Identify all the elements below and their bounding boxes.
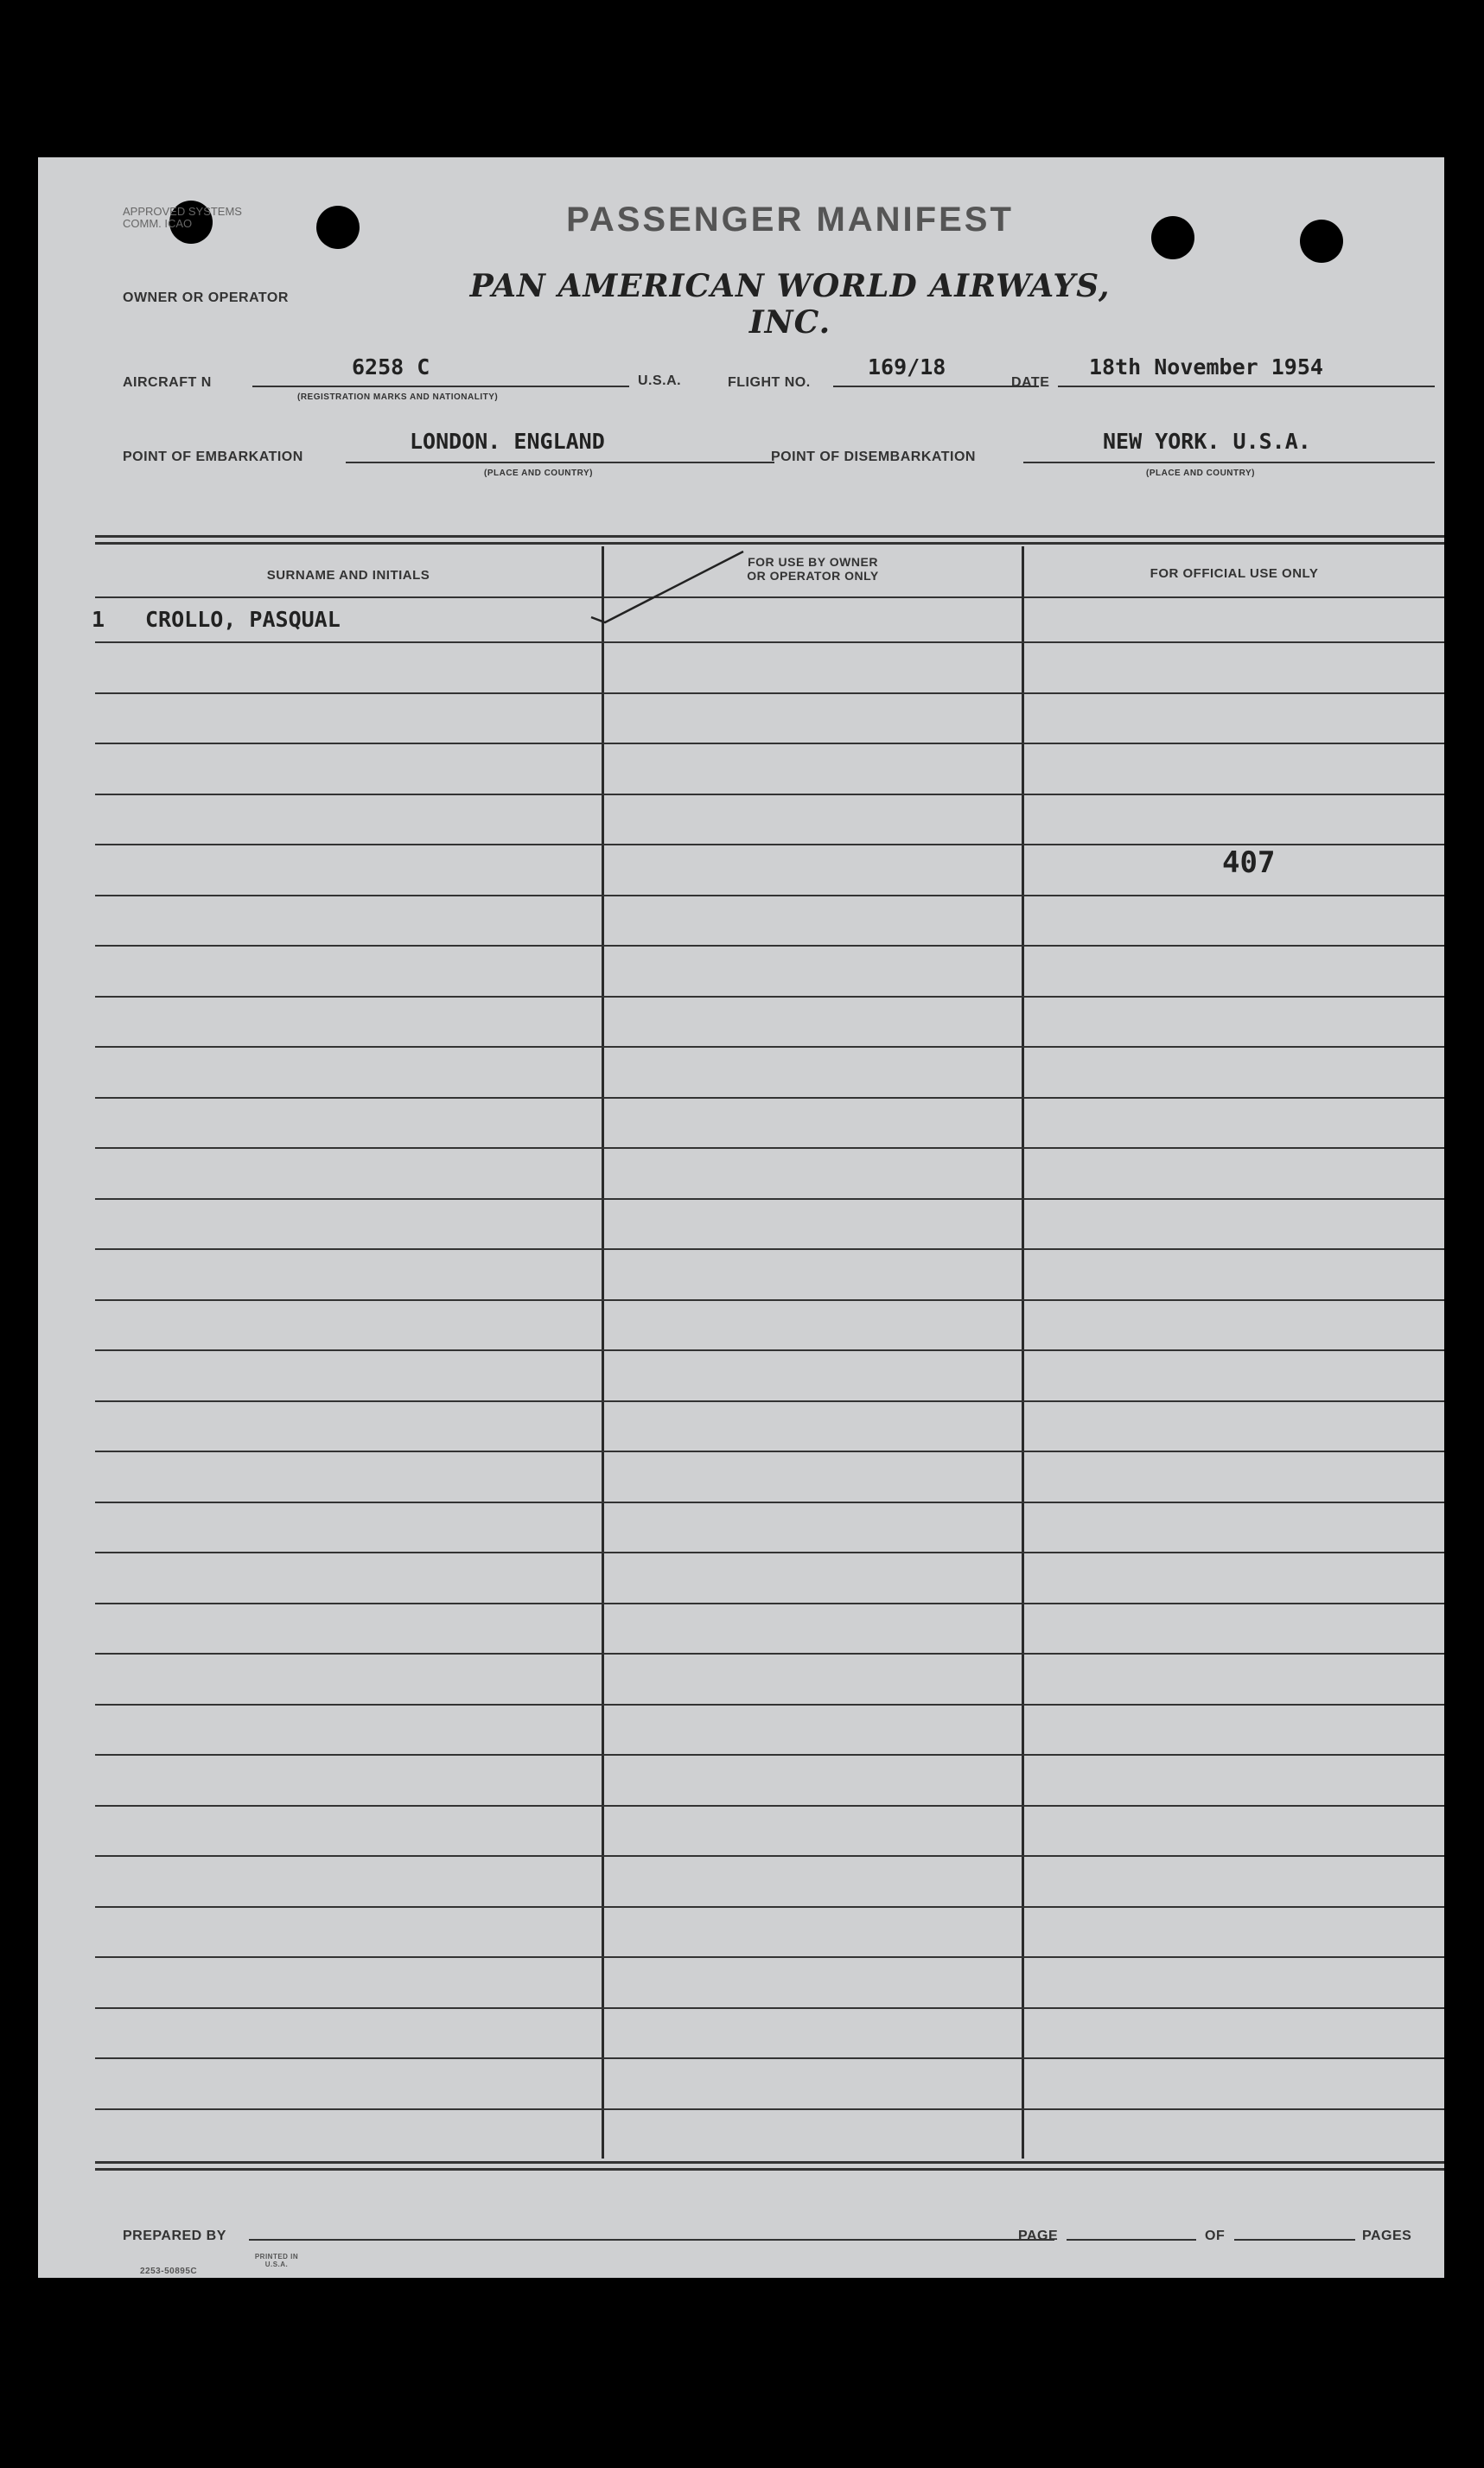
row-rule xyxy=(95,1248,1444,1250)
row-rule xyxy=(95,794,1444,795)
aircraft-label: AIRCRAFT N xyxy=(123,375,212,390)
column-divider xyxy=(602,546,604,2159)
row-number: 1 xyxy=(92,607,105,632)
disembarkation-label: POINT OF DISEMBARKATION xyxy=(771,450,976,464)
check-mark-icon xyxy=(588,548,761,626)
row-rule xyxy=(95,641,1444,643)
aircraft-value: 6258 C xyxy=(352,354,430,379)
row-rule xyxy=(95,1097,1444,1099)
punch-hole xyxy=(1300,220,1343,263)
header-rule xyxy=(95,596,602,598)
punch-hole xyxy=(316,206,360,249)
column-header-surname: SURNAME AND INITIALS xyxy=(266,568,430,583)
row-rule xyxy=(95,1400,1444,1402)
row-rule xyxy=(95,1552,1444,1553)
row-rule xyxy=(95,1704,1444,1706)
of-label: OF xyxy=(1205,2229,1226,2243)
disembarkation-value: NEW YORK. U.S.A. xyxy=(1103,429,1311,454)
prepared-by-label: PREPARED BY xyxy=(123,2229,226,2243)
row-rule xyxy=(95,1805,1444,1807)
row-rule xyxy=(95,692,1444,694)
row-rule xyxy=(95,1451,1444,1452)
usa-label: U.S.A. xyxy=(638,373,682,388)
row-rule xyxy=(95,1046,1444,1048)
row-rule xyxy=(95,2108,1444,2110)
row-rule xyxy=(95,1956,1444,1958)
printed-label: PRINTED IN U.S.A. xyxy=(254,2253,299,2268)
embarkation-label: POINT OF EMBARKATION xyxy=(123,450,303,464)
row-rule xyxy=(95,1603,1444,1604)
official-number: 407 xyxy=(1222,845,1276,880)
date-label: DATE xyxy=(1011,375,1050,390)
embarkation-value: LONDON. ENGLAND xyxy=(410,429,605,454)
punch-hole xyxy=(1151,216,1194,259)
row-rule xyxy=(95,1147,1444,1149)
embarkation-sublabel: (PLACE AND COUNTRY) xyxy=(484,469,593,478)
row-rule xyxy=(95,1198,1444,1200)
approval-stamp: APPROVED SYSTEMS COMM. ICAO xyxy=(123,205,242,230)
row-rule xyxy=(95,1502,1444,1503)
aircraft-sublabel: (REGISTRATION MARKS AND NATIONALITY) xyxy=(297,392,499,402)
row-rule xyxy=(95,996,1444,998)
row-rule xyxy=(95,895,1444,896)
flight-value: 169/18 xyxy=(868,354,946,379)
operator-name: PAN AMERICAN WORLD AIRWAYS, INC. xyxy=(469,268,1111,341)
page-label: PAGE xyxy=(1018,2229,1059,2243)
column-header-owner-line2: OR OPERATOR ONLY xyxy=(747,569,879,583)
date-value: 18th November 1954 xyxy=(1089,354,1323,379)
column-divider xyxy=(1022,546,1024,2159)
row-rule xyxy=(95,1906,1444,1908)
flight-label: FLIGHT NO. xyxy=(728,375,811,390)
form-code: 2253-50895C xyxy=(140,2267,198,2276)
row-rule xyxy=(95,1754,1444,1756)
row-rule xyxy=(95,2057,1444,2059)
row-rule xyxy=(95,1855,1444,1857)
column-header-owner-line1: FOR USE BY OWNER xyxy=(748,555,878,569)
column-header-official: FOR OFFICIAL USE ONLY xyxy=(1150,566,1319,581)
disembarkation-sublabel: (PLACE AND COUNTRY) xyxy=(1146,469,1255,478)
row-rule xyxy=(95,945,1444,947)
row-rule xyxy=(95,1349,1444,1351)
passenger-name: CROLLO, PASQUAL xyxy=(145,607,341,632)
row-rule xyxy=(95,743,1444,744)
row-rule xyxy=(95,2007,1444,2009)
row-rule xyxy=(95,1653,1444,1655)
header-rule xyxy=(1024,596,1444,598)
form-title: PASSENGER MANIFEST xyxy=(566,201,1014,239)
pages-label: PAGES xyxy=(1362,2229,1412,2243)
owner-label: OWNER OR OPERATOR xyxy=(123,290,289,305)
row-rule xyxy=(95,1299,1444,1301)
manifest-sheet xyxy=(38,157,1444,2278)
